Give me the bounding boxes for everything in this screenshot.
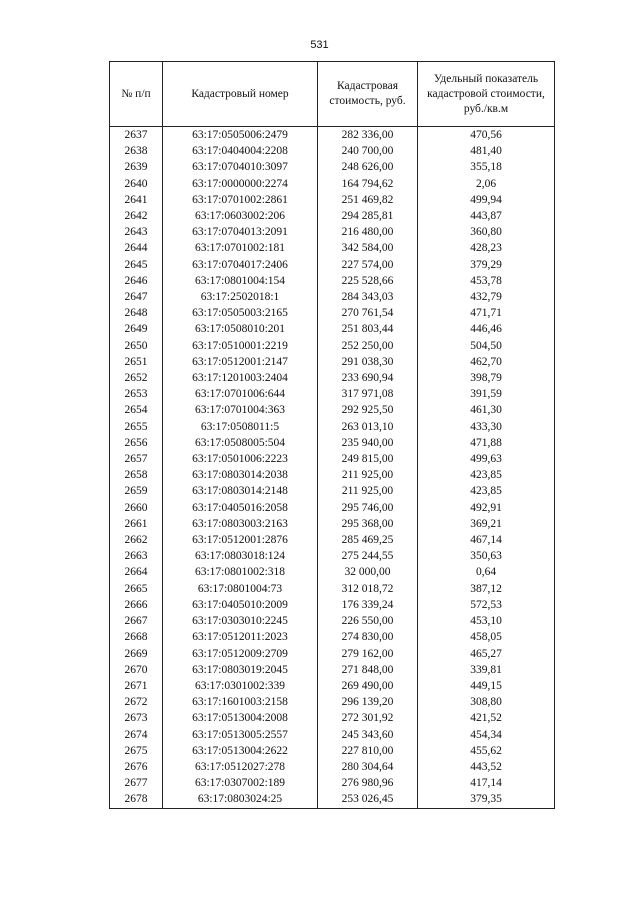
table-body	[110, 127, 555, 809]
cadastral-number: 63:17:0803014:2038	[163, 467, 318, 483]
table-row	[110, 694, 555, 710]
table-row	[110, 451, 555, 467]
cadastral-number: 63:17:1201003:2404	[163, 370, 318, 386]
cadastral-value: 275 244,55	[318, 548, 418, 564]
cadastral-number: 63:17:0405010:2009	[163, 597, 318, 613]
row-number: 2645	[110, 257, 163, 273]
cadastral-number: 63:17:0307002:189	[163, 775, 318, 791]
specific-indicator: 387,12	[418, 581, 555, 597]
cadastral-number: 63:17:0512011:2023	[163, 629, 318, 645]
row-number: 2653	[110, 386, 163, 402]
cadastral-value: 280 304,64	[318, 759, 418, 775]
specific-indicator: 471,88	[418, 435, 555, 451]
cadastral-value: 32 000,00	[318, 564, 418, 580]
table-row	[110, 467, 555, 483]
cadastral-number: 63:17:0701002:181	[163, 240, 318, 256]
row-number: 2648	[110, 305, 163, 321]
specific-indicator: 360,80	[418, 224, 555, 240]
table-row	[110, 516, 555, 532]
specific-indicator: 369,21	[418, 516, 555, 532]
cadastral-number: 63:17:0512001:2876	[163, 532, 318, 548]
specific-indicator: 492,91	[418, 500, 555, 516]
row-number: 2654	[110, 402, 163, 418]
specific-indicator: 308,80	[418, 694, 555, 710]
specific-indicator: 470,56	[418, 127, 555, 144]
row-number: 2652	[110, 370, 163, 386]
cadastral-number: 63:17:0301002:339	[163, 678, 318, 694]
cadastral-number: 63:17:0000000:2274	[163, 176, 318, 192]
cadastral-value: 295 368,00	[318, 516, 418, 532]
header-num: № п/п	[110, 62, 163, 127]
cadastral-value: 211 925,00	[318, 467, 418, 483]
table-row	[110, 581, 555, 597]
row-number: 2658	[110, 467, 163, 483]
row-number: 2676	[110, 759, 163, 775]
row-number: 2641	[110, 192, 163, 208]
table-row	[110, 532, 555, 548]
row-number: 2672	[110, 694, 163, 710]
header-cadastral-number: Кадастровый номер	[163, 62, 318, 127]
specific-indicator: 481,40	[418, 143, 555, 159]
row-number: 2670	[110, 662, 163, 678]
specific-indicator: 461,30	[418, 402, 555, 418]
specific-indicator: 467,14	[418, 532, 555, 548]
cadastral-number: 63:17:0512001:2147	[163, 354, 318, 370]
row-number: 2637	[110, 127, 163, 144]
cadastral-number: 63:17:0508010:201	[163, 321, 318, 337]
cadastral-value: 317 971,08	[318, 386, 418, 402]
specific-indicator: 0,64	[418, 564, 555, 580]
row-number: 2667	[110, 613, 163, 629]
specific-indicator: 2,06	[418, 176, 555, 192]
row-number: 2646	[110, 273, 163, 289]
table-row	[110, 662, 555, 678]
specific-indicator: 462,70	[418, 354, 555, 370]
cadastral-value: 176 339,24	[318, 597, 418, 613]
specific-indicator: 339,81	[418, 662, 555, 678]
cadastral-value: 216 480,00	[318, 224, 418, 240]
table-row	[110, 435, 555, 451]
cadastral-value: 276 980,96	[318, 775, 418, 791]
row-number: 2666	[110, 597, 163, 613]
cadastral-value: 227 574,00	[318, 257, 418, 273]
table-row	[110, 257, 555, 273]
header-specific-indicator: Удельный показатель кадастровой стоимости, руб./кв.м	[418, 62, 555, 127]
cadastral-number: 63:17:2502018:1	[163, 289, 318, 305]
row-number: 2643	[110, 224, 163, 240]
cadastral-number: 63:17:0701002:2861	[163, 192, 318, 208]
table-row	[110, 240, 555, 256]
cadastral-value: 251 469,82	[318, 192, 418, 208]
cadastral-value: 279 162,00	[318, 646, 418, 662]
specific-indicator: 391,59	[418, 386, 555, 402]
row-number: 2674	[110, 727, 163, 743]
cadastral-value: 251 803,44	[318, 321, 418, 337]
cadastral-number: 63:17:0603002:206	[163, 208, 318, 224]
table-row	[110, 743, 555, 759]
cadastral-value: 272 301,92	[318, 710, 418, 726]
table-row	[110, 338, 555, 354]
cadastral-number: 63:17:0704010:3097	[163, 159, 318, 175]
cadastral-number: 63:17:0801002:318	[163, 564, 318, 580]
row-number: 2638	[110, 143, 163, 159]
cadastral-number: 63:17:0801004:73	[163, 581, 318, 597]
cadastral-number: 63:17:0803019:2045	[163, 662, 318, 678]
cadastral-number: 63:17:1601003:2158	[163, 694, 318, 710]
row-number: 2665	[110, 581, 163, 597]
specific-indicator: 350,63	[418, 548, 555, 564]
table-row	[110, 710, 555, 726]
row-number: 2655	[110, 419, 163, 435]
row-number: 2660	[110, 500, 163, 516]
cadastral-number: 63:17:0701006:644	[163, 386, 318, 402]
cadastral-number: 63:17:0505003:2165	[163, 305, 318, 321]
table-row	[110, 159, 555, 175]
cadastral-number: 63:17:0303010:2245	[163, 613, 318, 629]
row-number: 2664	[110, 564, 163, 580]
row-number: 2669	[110, 646, 163, 662]
cadastral-number: 63:17:0508011:5	[163, 419, 318, 435]
table-row	[110, 483, 555, 499]
table-row	[110, 143, 555, 159]
table-row	[110, 678, 555, 694]
table-row	[110, 548, 555, 564]
cadastral-value: 284 343,03	[318, 289, 418, 305]
specific-indicator: 417,14	[418, 775, 555, 791]
specific-indicator: 443,87	[418, 208, 555, 224]
cadastral-number: 63:17:0513004:2622	[163, 743, 318, 759]
specific-indicator: 449,15	[418, 678, 555, 694]
table-row	[110, 775, 555, 791]
table-row	[110, 208, 555, 224]
cadastral-number: 63:17:0803024:25	[163, 791, 318, 808]
cadastral-value: 282 336,00	[318, 127, 418, 144]
specific-indicator: 398,79	[418, 370, 555, 386]
specific-indicator: 379,29	[418, 257, 555, 273]
row-number: 2661	[110, 516, 163, 532]
row-number: 2677	[110, 775, 163, 791]
specific-indicator: 499,63	[418, 451, 555, 467]
row-number: 2639	[110, 159, 163, 175]
cadastral-number: 63:17:0513004:2008	[163, 710, 318, 726]
cadastral-value: 296 139,20	[318, 694, 418, 710]
specific-indicator: 454,34	[418, 727, 555, 743]
cadastral-number: 63:17:0513005:2557	[163, 727, 318, 743]
header-cadastral-value: Кадастровая стоимость, руб.	[318, 62, 418, 127]
specific-indicator: 432,79	[418, 289, 555, 305]
cadastral-value: 233 690,94	[318, 370, 418, 386]
cadastral-number: 63:17:0404004:2208	[163, 143, 318, 159]
specific-indicator: 443,52	[418, 759, 555, 775]
specific-indicator: 499,94	[418, 192, 555, 208]
table-row	[110, 289, 555, 305]
specific-indicator: 453,10	[418, 613, 555, 629]
specific-indicator: 446,46	[418, 321, 555, 337]
table-row	[110, 176, 555, 192]
cadastral-number: 63:17:0510001:2219	[163, 338, 318, 354]
table-row	[110, 597, 555, 613]
specific-indicator: 355,18	[418, 159, 555, 175]
table-row	[110, 386, 555, 402]
cadastral-value: 285 469,25	[318, 532, 418, 548]
table-row	[110, 500, 555, 516]
specific-indicator: 458,05	[418, 629, 555, 645]
row-number: 2663	[110, 548, 163, 564]
cadastral-number: 63:17:0512027:278	[163, 759, 318, 775]
page-number: 531	[310, 39, 329, 51]
cadastral-value: 274 830,00	[318, 629, 418, 645]
specific-indicator: 423,85	[418, 467, 555, 483]
cadastral-value: 245 343,60	[318, 727, 418, 743]
cadastral-value: 269 490,00	[318, 678, 418, 694]
row-number: 2675	[110, 743, 163, 759]
row-number: 2647	[110, 289, 163, 305]
cadastral-number: 63:17:0704013:2091	[163, 224, 318, 240]
row-number: 2650	[110, 338, 163, 354]
cadastral-value: 252 250,00	[318, 338, 418, 354]
table-row	[110, 370, 555, 386]
cadastral-number: 63:17:0704017:2406	[163, 257, 318, 273]
table-row	[110, 192, 555, 208]
table-row	[110, 321, 555, 337]
specific-indicator: 433,30	[418, 419, 555, 435]
cadastral-value: 226 550,00	[318, 613, 418, 629]
specific-indicator: 455,62	[418, 743, 555, 759]
specific-indicator: 421,52	[418, 710, 555, 726]
cadastral-number: 63:17:0512009:2709	[163, 646, 318, 662]
cadastral-table	[109, 61, 555, 809]
cadastral-number: 63:17:0801004:154	[163, 273, 318, 289]
table-row	[110, 564, 555, 580]
specific-indicator: 428,23	[418, 240, 555, 256]
row-number: 2671	[110, 678, 163, 694]
specific-indicator: 471,71	[418, 305, 555, 321]
specific-indicator: 379,35	[418, 791, 555, 808]
table-row	[110, 305, 555, 321]
cadastral-value: 240 700,00	[318, 143, 418, 159]
table-row	[110, 791, 555, 808]
cadastral-value: 164 794,62	[318, 176, 418, 192]
cadastral-number: 63:17:0501006:2223	[163, 451, 318, 467]
cadastral-value: 227 810,00	[318, 743, 418, 759]
specific-indicator: 423,85	[418, 483, 555, 499]
cadastral-value: 235 940,00	[318, 435, 418, 451]
cadastral-value: 294 285,81	[318, 208, 418, 224]
row-number: 2662	[110, 532, 163, 548]
specific-indicator: 453,78	[418, 273, 555, 289]
cadastral-value: 263 013,10	[318, 419, 418, 435]
cadastral-number: 63:17:0505006:2479	[163, 127, 318, 144]
row-number: 2678	[110, 791, 163, 808]
cadastral-value: 249 815,00	[318, 451, 418, 467]
cadastral-number: 63:17:0405016:2058	[163, 500, 318, 516]
row-number: 2649	[110, 321, 163, 337]
cadastral-value: 295 746,00	[318, 500, 418, 516]
cadastral-value: 253 026,45	[318, 791, 418, 808]
row-number: 2657	[110, 451, 163, 467]
row-number: 2668	[110, 629, 163, 645]
table-row	[110, 759, 555, 775]
cadastral-number: 63:17:0701004:363	[163, 402, 318, 418]
table-row	[110, 224, 555, 240]
row-number: 2659	[110, 483, 163, 499]
table-row	[110, 354, 555, 370]
cadastral-value: 271 848,00	[318, 662, 418, 678]
cadastral-value: 225 528,66	[318, 273, 418, 289]
cadastral-value: 292 925,50	[318, 402, 418, 418]
table-row	[110, 727, 555, 743]
cadastral-value: 270 761,54	[318, 305, 418, 321]
specific-indicator: 465,27	[418, 646, 555, 662]
cadastral-number: 63:17:0803018:124	[163, 548, 318, 564]
row-number: 2640	[110, 176, 163, 192]
row-number: 2656	[110, 435, 163, 451]
cadastral-number: 63:17:0803014:2148	[163, 483, 318, 499]
cadastral-value: 291 038,30	[318, 354, 418, 370]
table-header-row	[110, 62, 555, 127]
specific-indicator: 504,50	[418, 338, 555, 354]
cadastral-number: 63:17:0508005:504	[163, 435, 318, 451]
row-number: 2651	[110, 354, 163, 370]
table-row	[110, 646, 555, 662]
table-row	[110, 127, 555, 144]
table-row	[110, 402, 555, 418]
table-row	[110, 613, 555, 629]
cadastral-value: 342 584,00	[318, 240, 418, 256]
cadastral-value: 312 018,72	[318, 581, 418, 597]
row-number: 2644	[110, 240, 163, 256]
cadastral-value: 211 925,00	[318, 483, 418, 499]
row-number: 2642	[110, 208, 163, 224]
table-row	[110, 629, 555, 645]
cadastral-value: 248 626,00	[318, 159, 418, 175]
cadastral-number: 63:17:0803003:2163	[163, 516, 318, 532]
table-row	[110, 273, 555, 289]
table-row	[110, 419, 555, 435]
specific-indicator: 572,53	[418, 597, 555, 613]
row-number: 2673	[110, 710, 163, 726]
